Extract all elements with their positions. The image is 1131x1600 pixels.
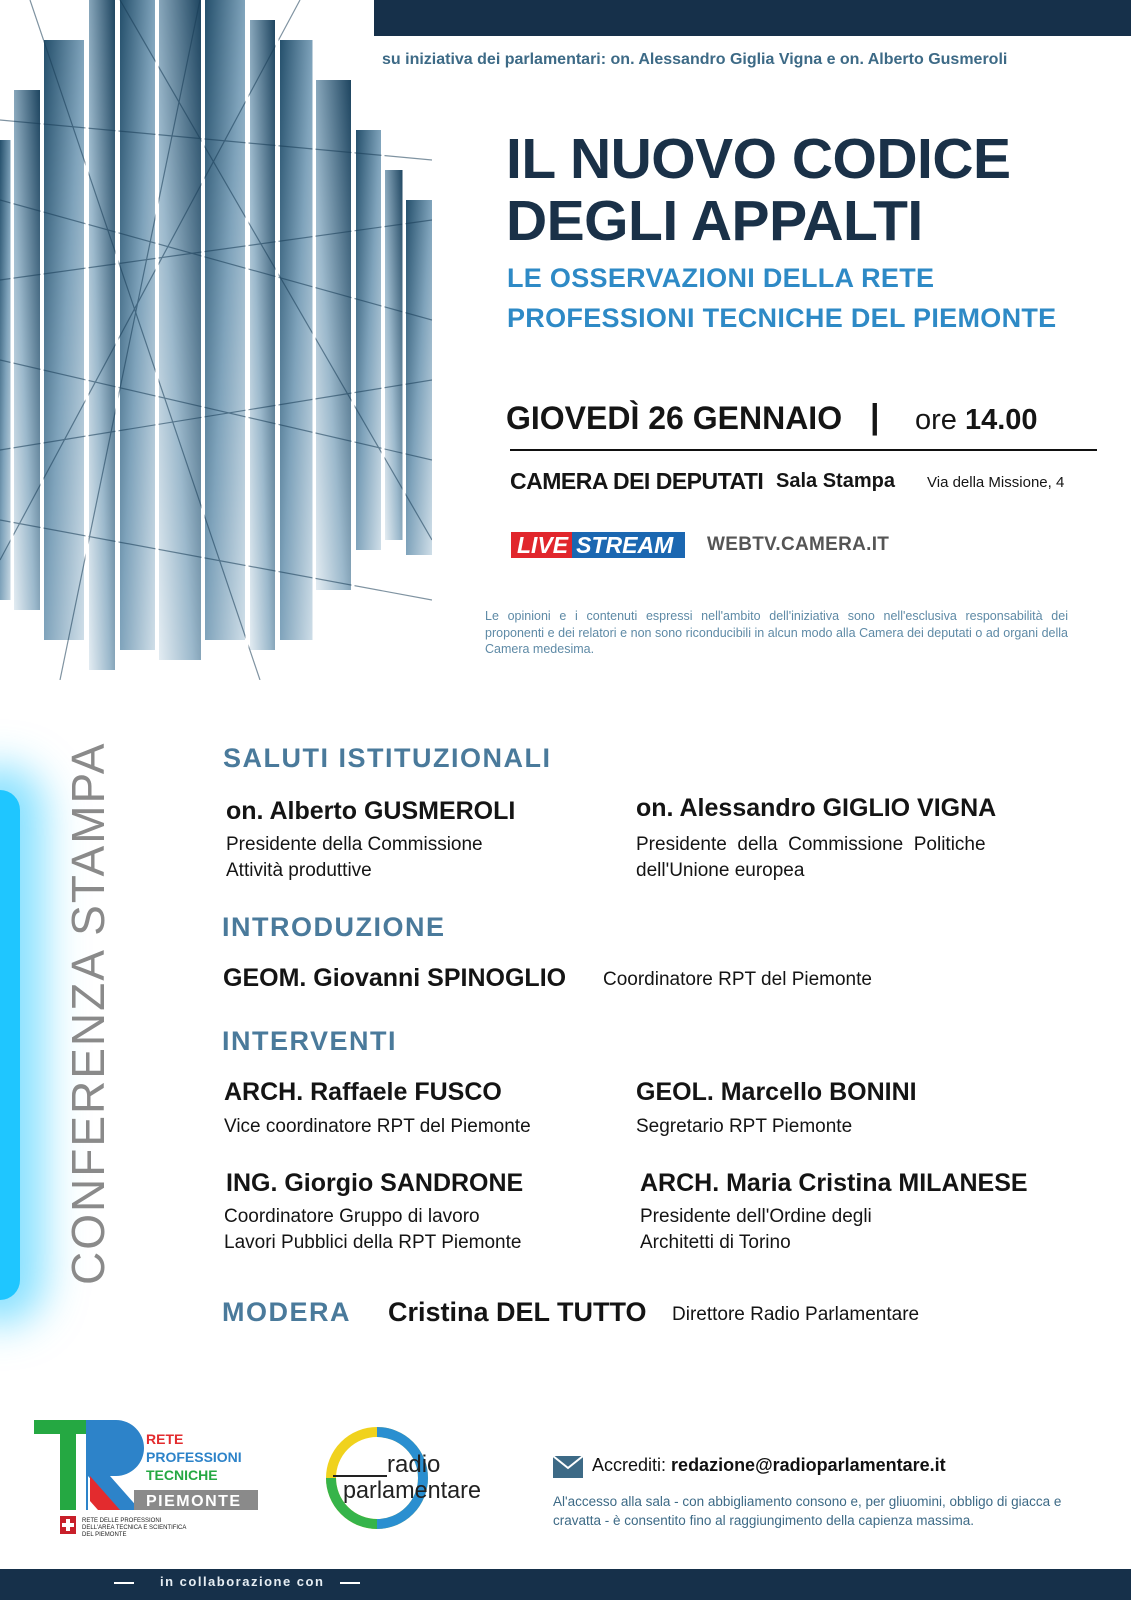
speaker-role: Coordinatore RPT del Piemonte (603, 969, 872, 990)
time-prefix: ore (915, 404, 957, 436)
interventi-heading: INTERVENTI (222, 1026, 398, 1056)
title-line-2: DEGLI APPALTI (506, 189, 923, 253)
event-subtitle (507, 258, 1056, 338)
address: Via della Missione, 4 (927, 474, 1065, 491)
speaker-role: Vice coordinatore RPT del Piemonte (224, 1116, 531, 1137)
rpt-small-1: RETE DELLE PROFESSIONI (82, 1518, 162, 1524)
role-line: Architetti di Torino (640, 1232, 791, 1253)
rpt-logo (34, 1420, 264, 1540)
speaker-name: ARCH. Maria Cristina MILANESE (640, 1169, 1028, 1197)
radio-line-1: radio (387, 1451, 441, 1478)
disclaimer: Le opinioni e i contenuti espressi nell'ambito dell'iniziativa sono nell'esclusiva responsabilità dei proponenti e dei relatori e non sono riconducibili in alcun modo alla Camera dei deputati o ad organi della Camera medesima. (485, 609, 1068, 656)
role-line: dell'Unione europea (636, 860, 805, 881)
time-value: 14.00 (964, 404, 1038, 436)
rpt-small-2: DELL'AREA TECNICA E SCIENTIFICA (82, 1525, 187, 1531)
subtitle-line-1: LE OSSERVAZIONI DELLA RETE (507, 263, 935, 293)
access-note: Al'accesso alla sala - con abbigliamento consono e, per gliuomini, obbligo di giacca e cravatta - è consentito fino al raggiungimento della capienza massima. (553, 1494, 1062, 1528)
accrediti-email[interactable]: redazione@radioparlamentare.it (671, 1455, 946, 1475)
role-line: Lavori Pubblici della RPT Piemonte (224, 1232, 522, 1253)
speaker-name: on. Alberto GUSMEROLI (226, 797, 516, 825)
role-line: Presidente dell'Ordine degli (640, 1206, 872, 1227)
venue: CAMERA DEI DEPUTATI (510, 468, 764, 494)
speaker-role: Segretario RPT Piemonte (636, 1116, 853, 1137)
role-line: Coordinatore Gruppo di lavoro (224, 1206, 480, 1227)
divider (114, 1582, 134, 1584)
divider (510, 449, 1097, 451)
introduzione-heading: INTRODUZIONE (222, 912, 446, 942)
accrediti (592, 1455, 946, 1476)
accrediti-label: Accrediti: (592, 1455, 667, 1475)
radio-line-2: parlamentare (343, 1477, 481, 1504)
event-time (915, 404, 1038, 437)
room: Sala Stampa (776, 470, 895, 492)
collaboration-label: in collaborazione con (160, 1574, 325, 1589)
rpt-small-3: DEL PIEMONTE (82, 1532, 127, 1538)
speaker-name: ARCH. Raffaele FUSCO (224, 1078, 502, 1106)
role-line: Attività produttive (226, 860, 372, 881)
side-glow (0, 790, 20, 1300)
building-illustration (0, 0, 432, 680)
top-bar (374, 0, 1131, 36)
speaker-name: Cristina DEL TUTTO (388, 1297, 647, 1327)
subtitle-line-2: PROFESSIONI TECNICHE DEL PIEMONTE (507, 303, 1057, 333)
speaker-role (636, 832, 1056, 884)
speaker-role: Direttore Radio Parlamentare (672, 1304, 920, 1325)
event-date: GIOVEDÌ 26 GENNAIO (506, 400, 843, 436)
rpt-line-3: TECNICHE (146, 1467, 218, 1483)
mail-icon (553, 1456, 583, 1478)
speaker-name: ING. Giorgio SANDRONE (226, 1169, 524, 1197)
modera-heading: MODERA (222, 1297, 351, 1327)
rpt-line-2: PROFESSIONI (146, 1449, 242, 1465)
speaker-name: on. Alessandro GIGLIO VIGNA (636, 794, 997, 822)
title-line-1: IL NUOVO CODICE (506, 127, 1011, 191)
stream-label: STREAM (572, 532, 685, 558)
role-line: Presidente della Commissione (226, 834, 483, 855)
speaker-name: GEOL. Marcello BONINI (636, 1078, 917, 1106)
speaker-role (226, 832, 586, 884)
initiative-text: su iniziativa dei parlamentari: on. Alessandro Giglia Vigna e on. Alberto Gusmeroli (382, 51, 1008, 68)
livestream-badge (511, 532, 685, 558)
speaker-name: GEOM. Giovanni SPINOGLIO (223, 964, 567, 992)
live-label: LIVE (511, 532, 572, 558)
rpt-line-1: RETE (146, 1431, 184, 1447)
radio-parlamentare-logo (325, 1420, 485, 1530)
saluti-heading: SALUTI ISTITUZIONALI (223, 743, 552, 773)
role-line: Presidente della Commissione Politiche (636, 834, 986, 855)
conference-label: CONFERENZA STAMPA (62, 741, 114, 1285)
date-separator: | (870, 398, 880, 436)
event-title (506, 128, 1011, 252)
rpt-region: PIEMONTE (146, 1493, 242, 1510)
speaker-role (640, 1204, 872, 1256)
speaker-role (224, 1204, 521, 1256)
divider (340, 1582, 360, 1584)
webtv-link[interactable]: WEBTV.CAMERA.IT (707, 534, 890, 555)
